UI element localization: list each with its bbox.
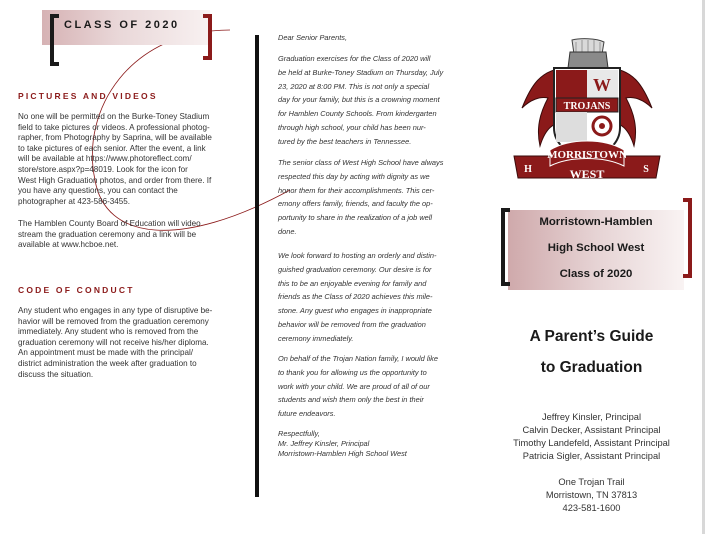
crest-ribbon-bottom: WEST xyxy=(569,167,605,181)
letter-line: Graduation exercises for the Class of 2020 will xyxy=(278,54,431,63)
crest-ribbon-left: H xyxy=(524,164,532,175)
letter-closing: Respectfully, xyxy=(278,429,320,438)
letter-salutation: Dear Senior Parents, xyxy=(278,33,348,42)
conduct-line: immediately. Any student who is removed from the xyxy=(18,327,199,337)
letter-school: Morristown-Hamblen High School West xyxy=(278,449,407,458)
school-name-box xyxy=(508,210,684,290)
letter-line: stone. Any guest who engages in inappropriate xyxy=(278,306,432,316)
letter-paragraph-2 xyxy=(278,156,464,239)
letter-paragraph-3 xyxy=(278,249,464,346)
letter-line: respected this day by acting with dignity as we xyxy=(278,171,430,181)
letter-signer: Mr. Jeffrey Kinsler, Principal xyxy=(278,439,370,448)
letter-signature xyxy=(278,429,464,459)
school-line: High School West xyxy=(547,242,645,254)
stream-line: The Hamblen County Board of Education will video xyxy=(18,219,201,228)
banner-title: CLASS OF 2020 xyxy=(64,19,180,31)
letter-line: future endeavors. xyxy=(278,409,336,419)
conduct-paragraph xyxy=(18,306,246,380)
staff-line: Jeffrey Kinsler, Principal xyxy=(541,412,642,422)
letter-line: this to be an enjoyable evening for family and xyxy=(278,278,427,288)
letter-line: We look forward to hosting an orderly and distin- xyxy=(278,251,437,260)
column-divider xyxy=(255,35,259,497)
school-bracket-right xyxy=(683,198,692,278)
letter-line: be held at Burke-Toney Stadium on Thursday, July xyxy=(278,67,444,77)
conduct-line: discuss the situation. xyxy=(18,369,94,379)
letter-line: 23, 2020 at 8:00 PM. This is not only a special xyxy=(278,81,430,91)
address-line: Morristown, TN 37813 xyxy=(545,490,638,500)
letter-line: work with your child. We are proud of all of our xyxy=(278,381,430,391)
crest-ribbon-right: S xyxy=(643,164,649,175)
pictures-line: to take pictures of each senior. After the event, a link xyxy=(18,143,206,153)
crest-letter: W xyxy=(593,75,611,95)
staff-line: Patricia Sigler, Assistant Principal xyxy=(522,451,661,461)
letter-line: honor them for their accomplishments. This cer- xyxy=(278,185,435,195)
banner-bracket-left xyxy=(50,14,59,66)
right-column xyxy=(478,0,705,534)
letter-line: done. xyxy=(278,226,297,236)
pictures-line: photographer at 423-586-3455. xyxy=(18,196,131,206)
guide-title: to Graduation xyxy=(540,359,643,376)
letter-line: for Hamblen County Schools. From kindergarten xyxy=(278,109,437,119)
pictures-line: you have any questions, you can contact the xyxy=(18,186,178,196)
letter-line: The senior class of West High School have always xyxy=(278,158,444,167)
pictures-line: No one will be permitted on the Burke-Toney Stadium xyxy=(18,112,210,121)
letter-line: friends as the Class of 2020 achieves this mile- xyxy=(278,292,433,302)
letter-line: emony offers family, friends, and faculty the op- xyxy=(278,199,433,209)
conduct-line: Any student who engages in any type of disruptive be- xyxy=(18,306,213,315)
letter-line: to thank you for allowing us the opportunity to xyxy=(278,367,427,377)
letter-line: ceremony immediately. xyxy=(278,333,354,343)
staff-line: Timothy Landefeld, Assistant Principal xyxy=(513,438,670,448)
stream-line: available at www.hcboe.net. xyxy=(18,240,119,250)
conduct-line: havior will be removed from the graduation ceremony xyxy=(18,316,209,326)
guide-title: A Parent’s Guide xyxy=(529,328,654,345)
crest-banner-text: TROJANS xyxy=(563,101,611,112)
class-banner xyxy=(42,10,210,45)
letter-line: On behalf of the Trojan Nation family, I would like xyxy=(278,354,438,363)
stream-line: stream the graduation ceremony and a link will be xyxy=(18,229,197,239)
conduct-line: An appointment must be made with the principal/ xyxy=(18,348,194,358)
letter-line: behavior will be removed from the graduation xyxy=(278,319,426,329)
banner-bracket-right xyxy=(203,14,212,60)
school-line: Morristown-Hamblen xyxy=(539,216,653,228)
staff-line: Calvin Decker, Assistant Principal xyxy=(522,425,661,435)
pictures-line: will be available at https://www.photoreflect.com/ xyxy=(18,154,192,164)
letter-line: students and wish them only the best in their xyxy=(278,395,424,405)
pictures-line: field to take pictures or videos. A professional photog- xyxy=(18,122,210,132)
letter-paragraph-1 xyxy=(278,52,464,149)
conduct-line: district administration the week after graduation to xyxy=(18,358,197,368)
conduct-heading: CODE OF CONDUCT xyxy=(18,285,135,295)
stream-paragraph xyxy=(18,219,246,251)
pictures-line: West High Graduation photos, and order from there. If xyxy=(18,175,212,185)
trojan-crest-icon xyxy=(510,38,664,188)
school-line: Class of 2020 xyxy=(559,268,633,280)
letter-line: tured by the best teachers in Tennessee. xyxy=(278,136,412,146)
left-column xyxy=(0,0,252,534)
letter-paragraph-4 xyxy=(278,352,464,421)
letter-line: through high school, your child has been nur- xyxy=(278,122,426,132)
phone-line: 423-581-1600 xyxy=(562,503,621,513)
letter-line: guished graduation ceremony. Our desire is for xyxy=(278,264,432,274)
conduct-line: graduation ceremony will not receive his/her diploma. xyxy=(18,337,209,347)
address-line: One Trojan Trail xyxy=(558,477,625,487)
pictures-line: store/store.aspx?p=48019. Look for the icon for xyxy=(18,164,188,174)
crest-ribbon-text: MORRISTOWN xyxy=(547,149,627,161)
letter-line: day for your family, but this is a crowning moment xyxy=(278,95,440,105)
letter-line: portunity to share in the realization of a job well xyxy=(278,213,433,223)
pictures-paragraph xyxy=(18,112,246,207)
pictures-heading: PICTURES AND VIDEOS xyxy=(18,91,158,101)
pictures-line: rapher, from Photography by Saprina, will be available xyxy=(18,133,212,143)
